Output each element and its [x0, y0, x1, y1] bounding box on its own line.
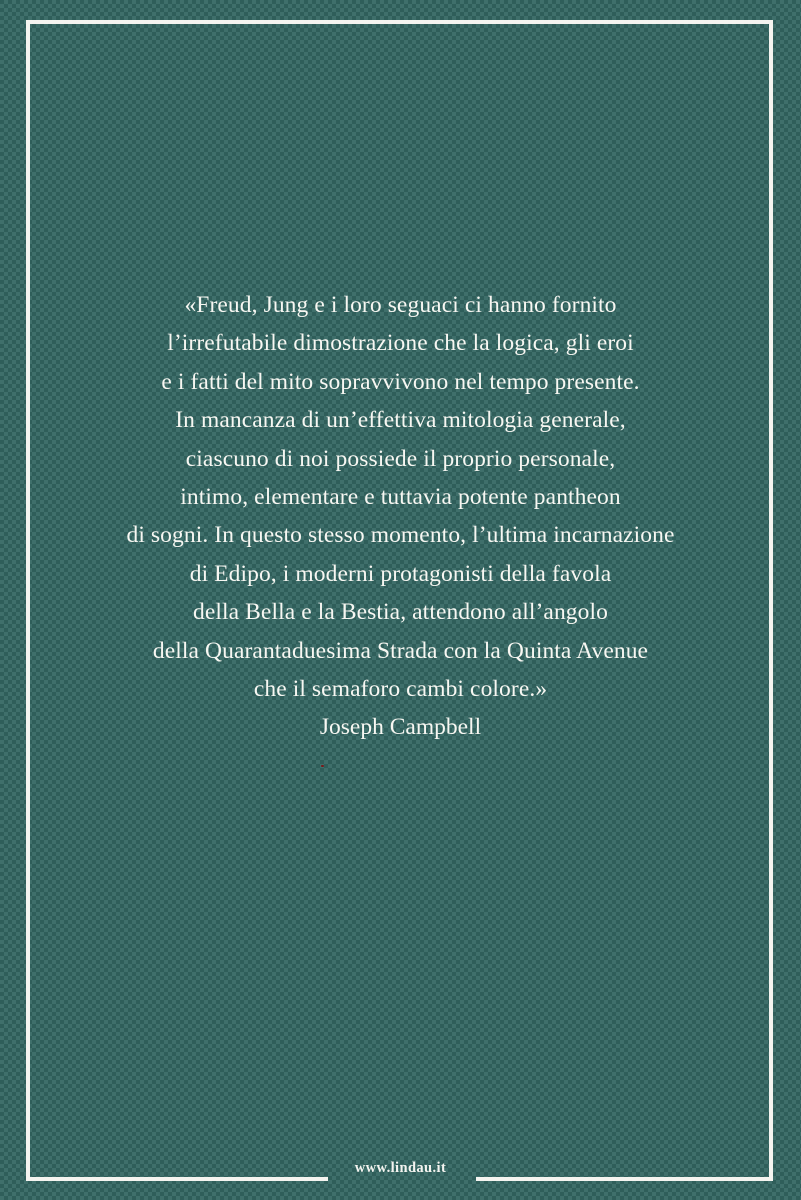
- quote-line: l’irrefutabile dimostrazione che la logica, gli eroi: [167, 330, 634, 357]
- quote-line: della Quarantaduesima Strada con la Quinta Avenue: [152, 637, 649, 664]
- back-cover-quote: [60, 286, 741, 747]
- quote-line: di sogni. In questo stesso momento, l’ultima incarnazione: [126, 522, 675, 549]
- quote-line: che il semaforo cambi colore.»: [253, 676, 548, 703]
- print-speck: [321, 765, 324, 767]
- quote-line: della Bella e la Bestia, attendono all’angolo: [193, 599, 608, 626]
- frame-bottom-left-segment: [30, 1177, 328, 1181]
- quote-line: di Edipo, i moderni protagonisti della favola: [189, 560, 612, 587]
- quote-author: Joseph Campbell: [319, 714, 482, 741]
- quote-line: intimo, elementare e tuttavia potente pantheon: [180, 484, 621, 511]
- quote-line: In mancanza di un’effettiva mitologia generale,: [175, 407, 626, 434]
- quote-line: ciascuno di noi possiede il proprio personale,: [185, 445, 616, 472]
- quote-line: e i fatti del mito sopravvivono nel tempo presente.: [161, 368, 640, 395]
- quote-line: «Freud, Jung e i loro seguaci ci hanno fornito: [184, 292, 617, 318]
- publisher-url[interactable]: www.lindau.it: [354, 1160, 447, 1176]
- frame-bottom-right-segment: [476, 1177, 769, 1181]
